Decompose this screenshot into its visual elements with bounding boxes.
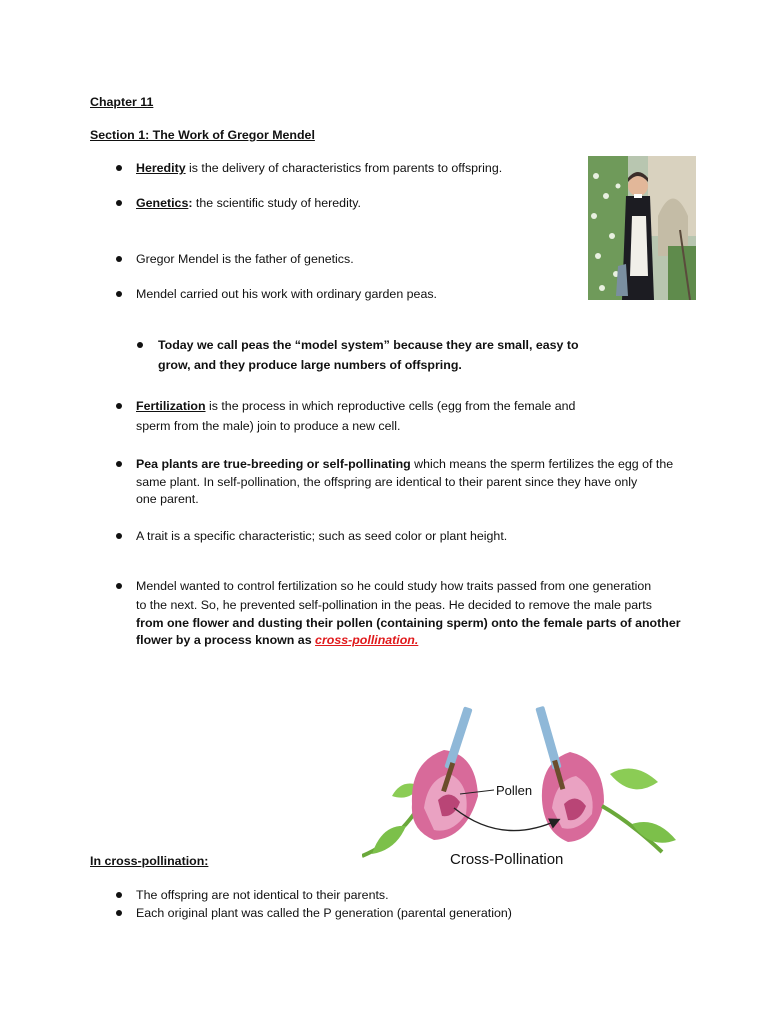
control-fertilization-line-3: from one flower and dusting their pollen (containing sperm) onto the female parts of another	[136, 616, 681, 630]
true-breeding-line-2: same plant. In self-pollination, the offspring are identical to their parent since they have only	[136, 475, 638, 489]
bullet-dot	[116, 291, 122, 297]
bullet-dot	[116, 403, 122, 409]
fertilization-definition: is the process in which reproductive cells (egg from the female and	[205, 399, 576, 413]
model-system-line-1: Today we call peas the “model system” because they are small, easy to	[158, 338, 579, 352]
bullet-dot	[116, 200, 122, 206]
bullet-heredity	[136, 160, 502, 176]
fertilization-line-1	[136, 398, 575, 414]
control-fertilization-line-1: Mendel wanted to control fertilization so he could study how traits passed from one generation	[136, 579, 652, 593]
cross-pollination-figure	[362, 704, 684, 868]
fertilization-line-2: sperm from the male) join to produce a new cell.	[136, 419, 401, 433]
term-genetics: Genetics	[136, 196, 189, 210]
bullet-garden-peas: Mendel carried out his work with ordinary garden peas.	[136, 287, 437, 301]
bullet-dot	[116, 583, 122, 589]
true-breeding-line-3: one parent.	[136, 492, 199, 506]
cross-pollination-lead: flower by a process known as	[136, 633, 316, 647]
chapter-heading: Chapter 11	[90, 95, 154, 109]
cross-pollination-term: cross-pollination.	[315, 633, 419, 647]
cross-item-2: Each original plant was called the P generation (parental generation)	[136, 906, 512, 920]
cross-pollination-heading: In cross-pollination:	[90, 854, 209, 868]
true-breeding-rest: which means the sperm fertilizes the egg of the	[410, 457, 674, 471]
bullet-dot	[116, 165, 122, 171]
bullet-trait: A trait is a specific characteristic; such as seed color or plant height.	[136, 529, 508, 543]
mendel-portrait	[588, 156, 696, 300]
pollen-label: Pollen	[496, 783, 533, 798]
heredity-definition: is the delivery of characteristics from parents to offspring.	[185, 161, 503, 175]
figure-caption: Cross-Pollination	[450, 851, 564, 868]
bullet-dot	[116, 892, 122, 898]
section-heading: Section 1: The Work of Gregor Mendel	[90, 128, 315, 142]
bullet-father-of-genetics: Gregor Mendel is the father of genetics.	[136, 252, 354, 266]
bullet-dot	[116, 256, 122, 262]
term-fertilization: Fertilization	[136, 399, 206, 413]
genetics-definition: the scientific study of heredity.	[192, 196, 361, 210]
true-breeding-bold: Pea plants are true-breeding or self-pollinating	[136, 457, 411, 471]
control-fertilization-line-4	[136, 632, 418, 648]
genetics-colon: :	[188, 196, 193, 210]
bullet-dot	[116, 533, 122, 539]
term-heredity: Heredity	[136, 161, 186, 175]
cross-item-1: The offspring are not identical to their parents.	[136, 888, 389, 902]
bullet-dot	[116, 461, 122, 467]
true-breeding-line-1	[136, 456, 673, 472]
bullet-dot	[137, 342, 143, 348]
model-system-line-2: grow, and they produce large numbers of offspring.	[158, 358, 462, 372]
control-fertilization-line-2: to the next. So, he prevented self-pollination in the peas. He decided to remove the male parts	[136, 598, 652, 612]
bullet-dot	[116, 910, 122, 916]
bullet-genetics	[136, 195, 361, 211]
